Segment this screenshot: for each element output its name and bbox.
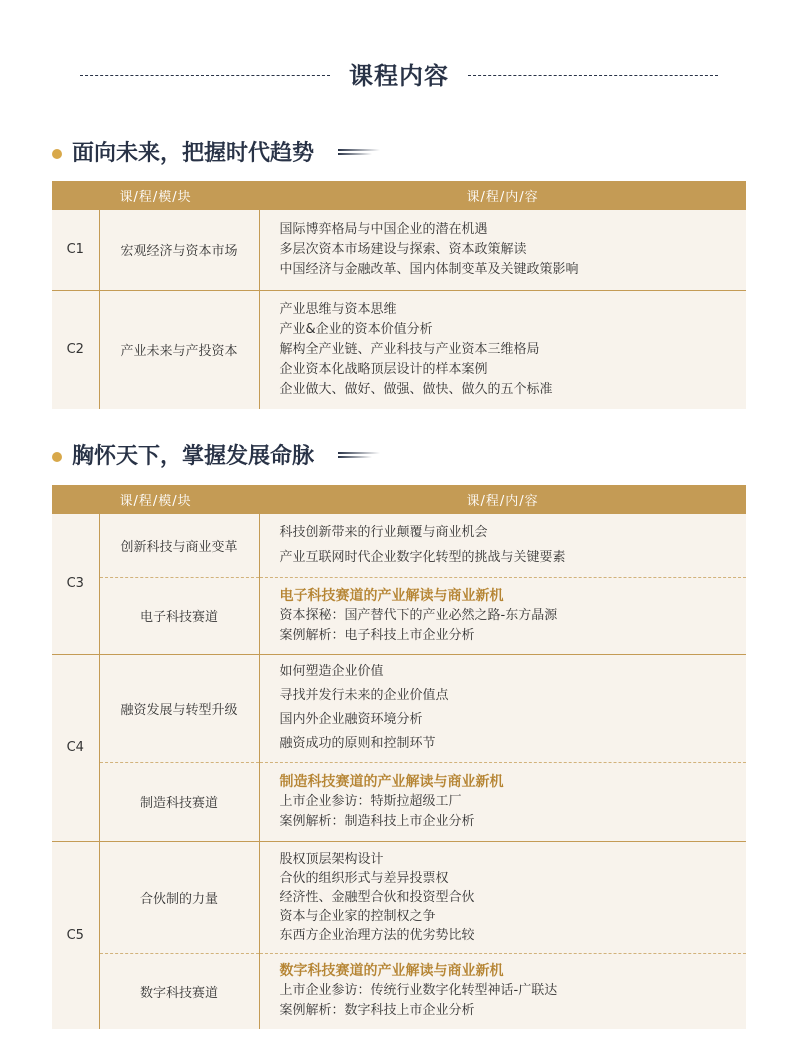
module-name: 产业未来与产投资本 xyxy=(99,290,259,409)
content-line: 中国经济与金融改革、国内体制变革及关键政策影响 xyxy=(279,261,579,277)
module-name: 宏观经济与资本市场 xyxy=(99,210,259,290)
content-line: 上市企业参访：特斯拉超级工厂 xyxy=(279,793,462,809)
content-line: 国际博弈格局与中国企业的潜在机遇 xyxy=(279,221,488,237)
section-2-title: 胸怀天下，掌握发展命脉 xyxy=(72,444,315,469)
title-divider-left xyxy=(80,75,330,76)
section-1-title: 面向未来，把握时代趋势 xyxy=(72,141,315,166)
section-2-heading xyxy=(52,440,752,474)
module-name: 融资发展与转型升级 xyxy=(99,654,259,762)
content-line: 资本探秘：国产替代下的产业必然之路-东方晶源 xyxy=(279,607,558,623)
content-line: 产业&企业的资本价值分析 xyxy=(279,321,433,337)
content-line: 寻找并发行未来的企业价值点 xyxy=(279,688,449,703)
content-cell xyxy=(259,654,746,762)
table-row xyxy=(52,514,746,577)
course-code: C3 xyxy=(52,514,99,654)
content-line: 多层次资本市场建设与探索、资本政策解读 xyxy=(279,241,527,257)
header-content: 课/程/内/容 xyxy=(259,181,746,210)
content-line: 案例解析：数字科技上市企业分析 xyxy=(279,1003,475,1019)
content-line: 上市企业参访：传统行业数字化转型神话-广联达 xyxy=(279,983,558,999)
content-line: 国内外企业融资环境分析 xyxy=(279,712,423,727)
module-name: 数字科技赛道 xyxy=(99,953,259,1029)
highlight-line: 数字科技赛道的产业解读与商业新机 xyxy=(279,963,504,980)
content-cell xyxy=(259,514,746,577)
module-name: 制造科技赛道 xyxy=(99,762,259,841)
header-module: 课/程/模/块 xyxy=(52,181,259,210)
table-row xyxy=(52,577,746,654)
content-line: 企业做大、做好、做强、做快、做久的五个标准 xyxy=(279,381,553,397)
highlight-line: 电子科技赛道的产业解读与商业新机 xyxy=(279,587,504,604)
header-content: 课/程/内/容 xyxy=(259,485,746,514)
content-cell xyxy=(259,953,746,1029)
content-line: 科技创新带来的行业颠覆与商业机会 xyxy=(279,525,488,541)
content-line: 企业资本化战略顶层设计的样本案例 xyxy=(279,361,488,377)
table-header-row xyxy=(52,181,746,210)
content-line: 股权顶层架构设计 xyxy=(279,851,384,867)
content-cell xyxy=(259,762,746,841)
page-title: 课程内容 xyxy=(349,62,449,90)
table-header-row xyxy=(52,485,746,514)
module-name: 创新科技与商业变革 xyxy=(99,514,259,577)
bullet-dot-icon xyxy=(52,452,62,462)
content-line: 合伙的组织形式与差异投票权 xyxy=(279,870,449,886)
highlight-line: 制造科技赛道的产业解读与商业新机 xyxy=(279,773,504,790)
stripes-decoration-icon xyxy=(338,452,380,462)
content-line: 经济性、金融型合伙和投资型合伙 xyxy=(279,889,475,905)
title-divider-right xyxy=(468,75,718,76)
table-row xyxy=(52,210,746,290)
content-cell xyxy=(259,210,746,290)
table-row xyxy=(52,953,746,1029)
content-line: 产业互联网时代企业数字化转型的挑战与关键要素 xyxy=(279,550,566,566)
stripes-decoration-icon xyxy=(338,149,380,159)
content-cell xyxy=(259,841,746,953)
course-code: C4 xyxy=(52,654,99,841)
content-line: 产业思维与资本思维 xyxy=(279,301,397,317)
table-row xyxy=(52,290,746,409)
content-line: 解构全产业链、产业科技与产业资本三维格局 xyxy=(279,341,540,357)
content-line: 融资成功的原则和控制环节 xyxy=(279,736,436,751)
content-cell xyxy=(259,577,746,654)
section-1-heading xyxy=(52,137,752,171)
page-title-row xyxy=(0,56,800,96)
table-row xyxy=(52,762,746,841)
content-line: 案例解析：电子科技上市企业分析 xyxy=(279,627,475,643)
content-line: 资本与企业家的控制权之争 xyxy=(279,908,436,924)
content-line: 如何塑造企业价值 xyxy=(279,664,384,679)
module-name: 合伙制的力量 xyxy=(99,841,259,953)
table-row xyxy=(52,841,746,953)
table-row xyxy=(52,654,746,762)
content-line: 东西方企业治理方法的优劣势比较 xyxy=(279,927,475,943)
course-code: C2 xyxy=(52,290,99,409)
module-name: 电子科技赛道 xyxy=(99,577,259,654)
course-table-2 xyxy=(52,485,746,1029)
content-line: 案例解析：制造科技上市企业分析 xyxy=(279,813,475,829)
course-table-1 xyxy=(52,181,746,409)
course-code: C5 xyxy=(52,841,99,1029)
bullet-dot-icon xyxy=(52,149,62,159)
content-cell xyxy=(259,290,746,409)
course-code: C1 xyxy=(52,210,99,290)
header-module: 课/程/模/块 xyxy=(52,485,259,514)
